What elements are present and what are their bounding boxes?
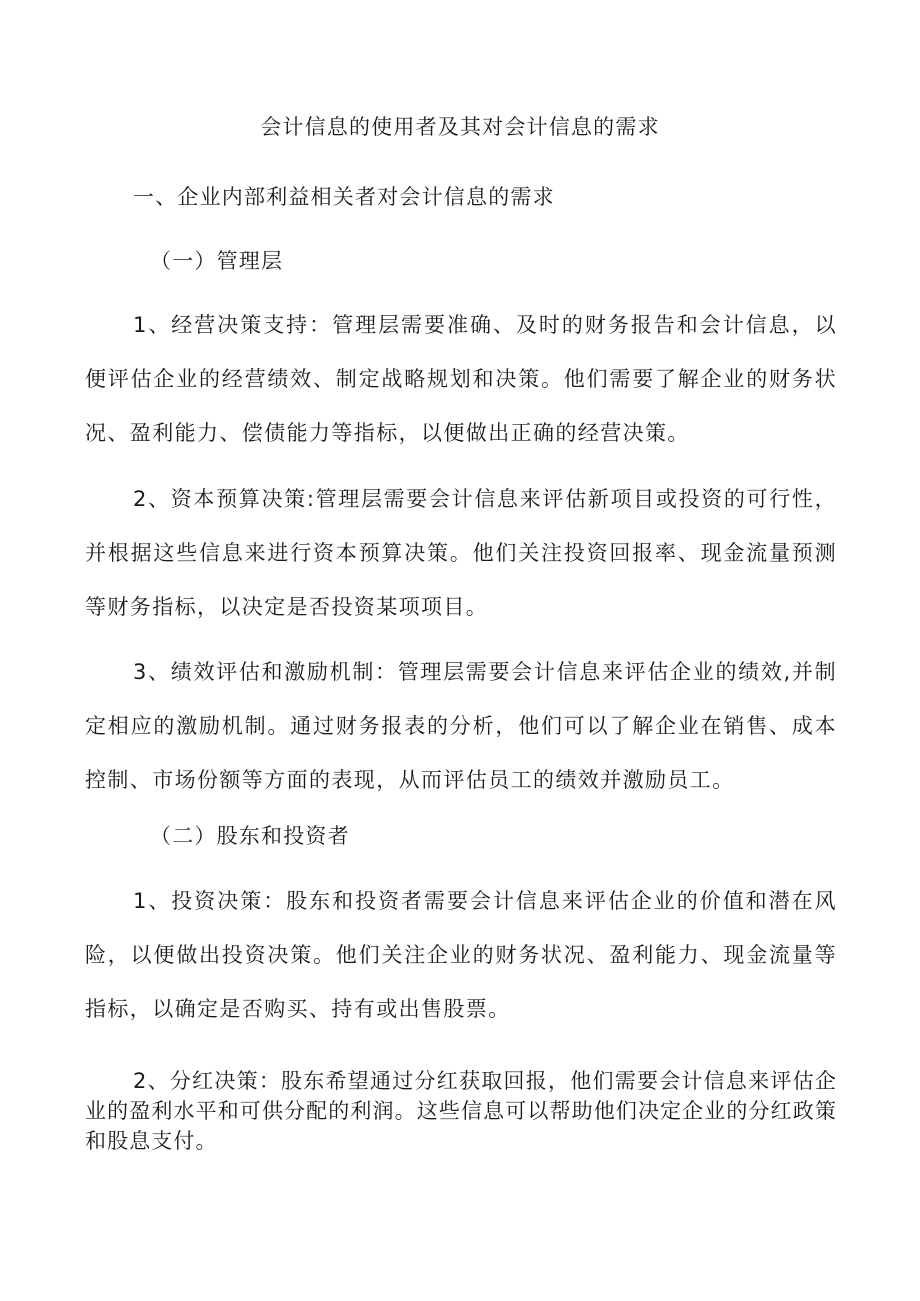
document-title: 会计信息的使用者及其对会计信息的需求 xyxy=(260,115,660,139)
subsection-heading-shareholders: （二）股东和投资者 xyxy=(150,824,350,848)
paragraph-performance-incentive: 3、绩效评估和激励机制：管理层需要会计信息来评估企业的绩效,并制定相应的激励机制。通过财务报表的分析，他们可以了解企业在销售、成本控制、市场份额等方面的表现，从而评估员工的绩效并激励员工。 xyxy=(85,660,837,792)
paragraph-dividend-decision: 2、分红决策：股东希望通过分红获取回报，他们需要会计信息来评估企业的盈利水平和可供分配的利润。这些信息可以帮助他们决定企业的分红政策和股息支付。 xyxy=(85,1069,837,1153)
section-heading-internal-stakeholders: 一、企业内部利益相关者对会计信息的需求 xyxy=(133,185,555,209)
paragraph-investment-decision: 1、投资决策：股东和投资者需要会计信息来评估企业的价值和潜在风险，以便做出投资决策。他们关注企业的财务状况、盈利能力、现金流量等指标，以确定是否购买、持有或出售股票。 xyxy=(85,889,837,1021)
paragraph-operating-decision: 1、经营决策支持：管理层需要准确、及时的财务报告和会计信息，以便评估企业的经营绩效、制定战略规划和决策。他们需要了解企业的财务状况、盈利能力、偿债能力等指标，以便做出正确的经营决策。 xyxy=(85,313,837,445)
subsection-heading-management: （一）管理层 xyxy=(150,249,284,273)
paragraph-capital-budget: 2、资本预算决策:管理层需要会计信息来评估新项目或投资的可行性，并根据这些信息来进行资本预算决策。他们关注投资回报率、现金流量预测等财务指标，以决定是否投资某项项目。 xyxy=(85,487,837,619)
